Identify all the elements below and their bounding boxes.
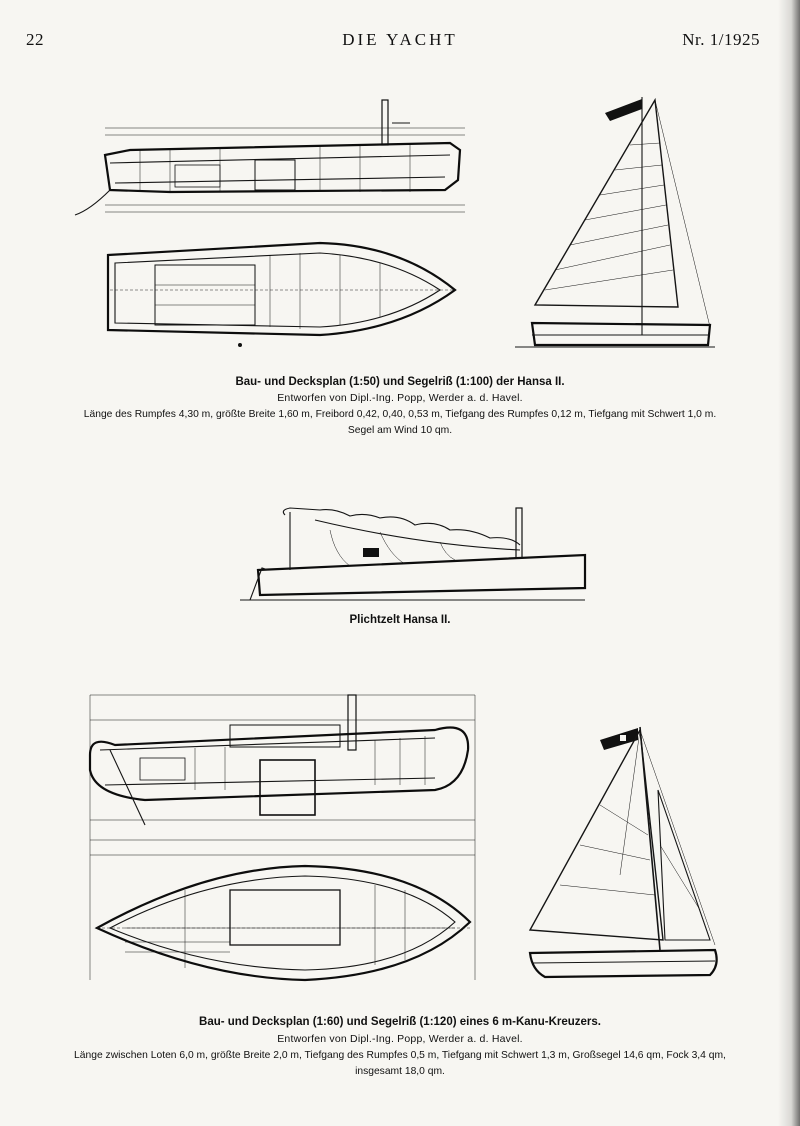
canoe-cruiser-construction-plan <box>85 690 485 990</box>
magazine-title: DIE YACHT <box>342 30 458 49</box>
issue-number: Nr. 1/1925 <box>682 30 760 49</box>
canoe-cruiser-sail-plan <box>520 725 730 985</box>
figure1-caption-designer: Entworfen von Dipl.-Ing. Popp, Werder a. d. Havel. <box>277 392 523 404</box>
figure3-caption-designer: Entworfen von Dipl.-Ing. Popp, Werder a. d. Havel. <box>277 1033 523 1045</box>
figure1-caption-specs-line1: Länge des Rumpfes 4,30 m, größte Breite 1,60 m, Freibord 0,42, 0,40, 0,53 m, Tiefgang des Rumpfes 0,12 m, Tiefgang mit Schwert 1,0 m. <box>83 409 717 420</box>
figure3-caption-specs-line1: Länge zwischen Loten 6,0 m, größte Breite 2,0 m, Tiefgang des Rumpfes 0,5 m, Tiefgang mit Schwert 1,3 m, Großsegel 14,6 qm, Fock 3,4 qm, <box>74 1050 726 1061</box>
hansa-construction-plan <box>70 95 470 355</box>
figure1-caption-title: Bau- und Decksplan (1:50) und Segelriß (1:100) der Hansa II. <box>235 376 565 388</box>
cockpit-tent-drawing <box>240 500 590 610</box>
scan-edge-shadow <box>778 0 800 1126</box>
hansa-sail-plan <box>510 95 720 360</box>
figure3-caption-title: Bau- und Decksplan (1:60) und Segelriß (1:120) eines 6 m-Kanu-Kreuzers. <box>199 1016 601 1028</box>
figure2-caption-title: Plichtzelt Hansa II. <box>349 614 451 626</box>
figure3-caption-specs-line2: insgesamt 18,0 qm. <box>355 1066 445 1077</box>
figure1-caption-specs-line2: Segel am Wind 10 qm. <box>347 425 453 436</box>
page-number: 22 <box>26 30 44 49</box>
